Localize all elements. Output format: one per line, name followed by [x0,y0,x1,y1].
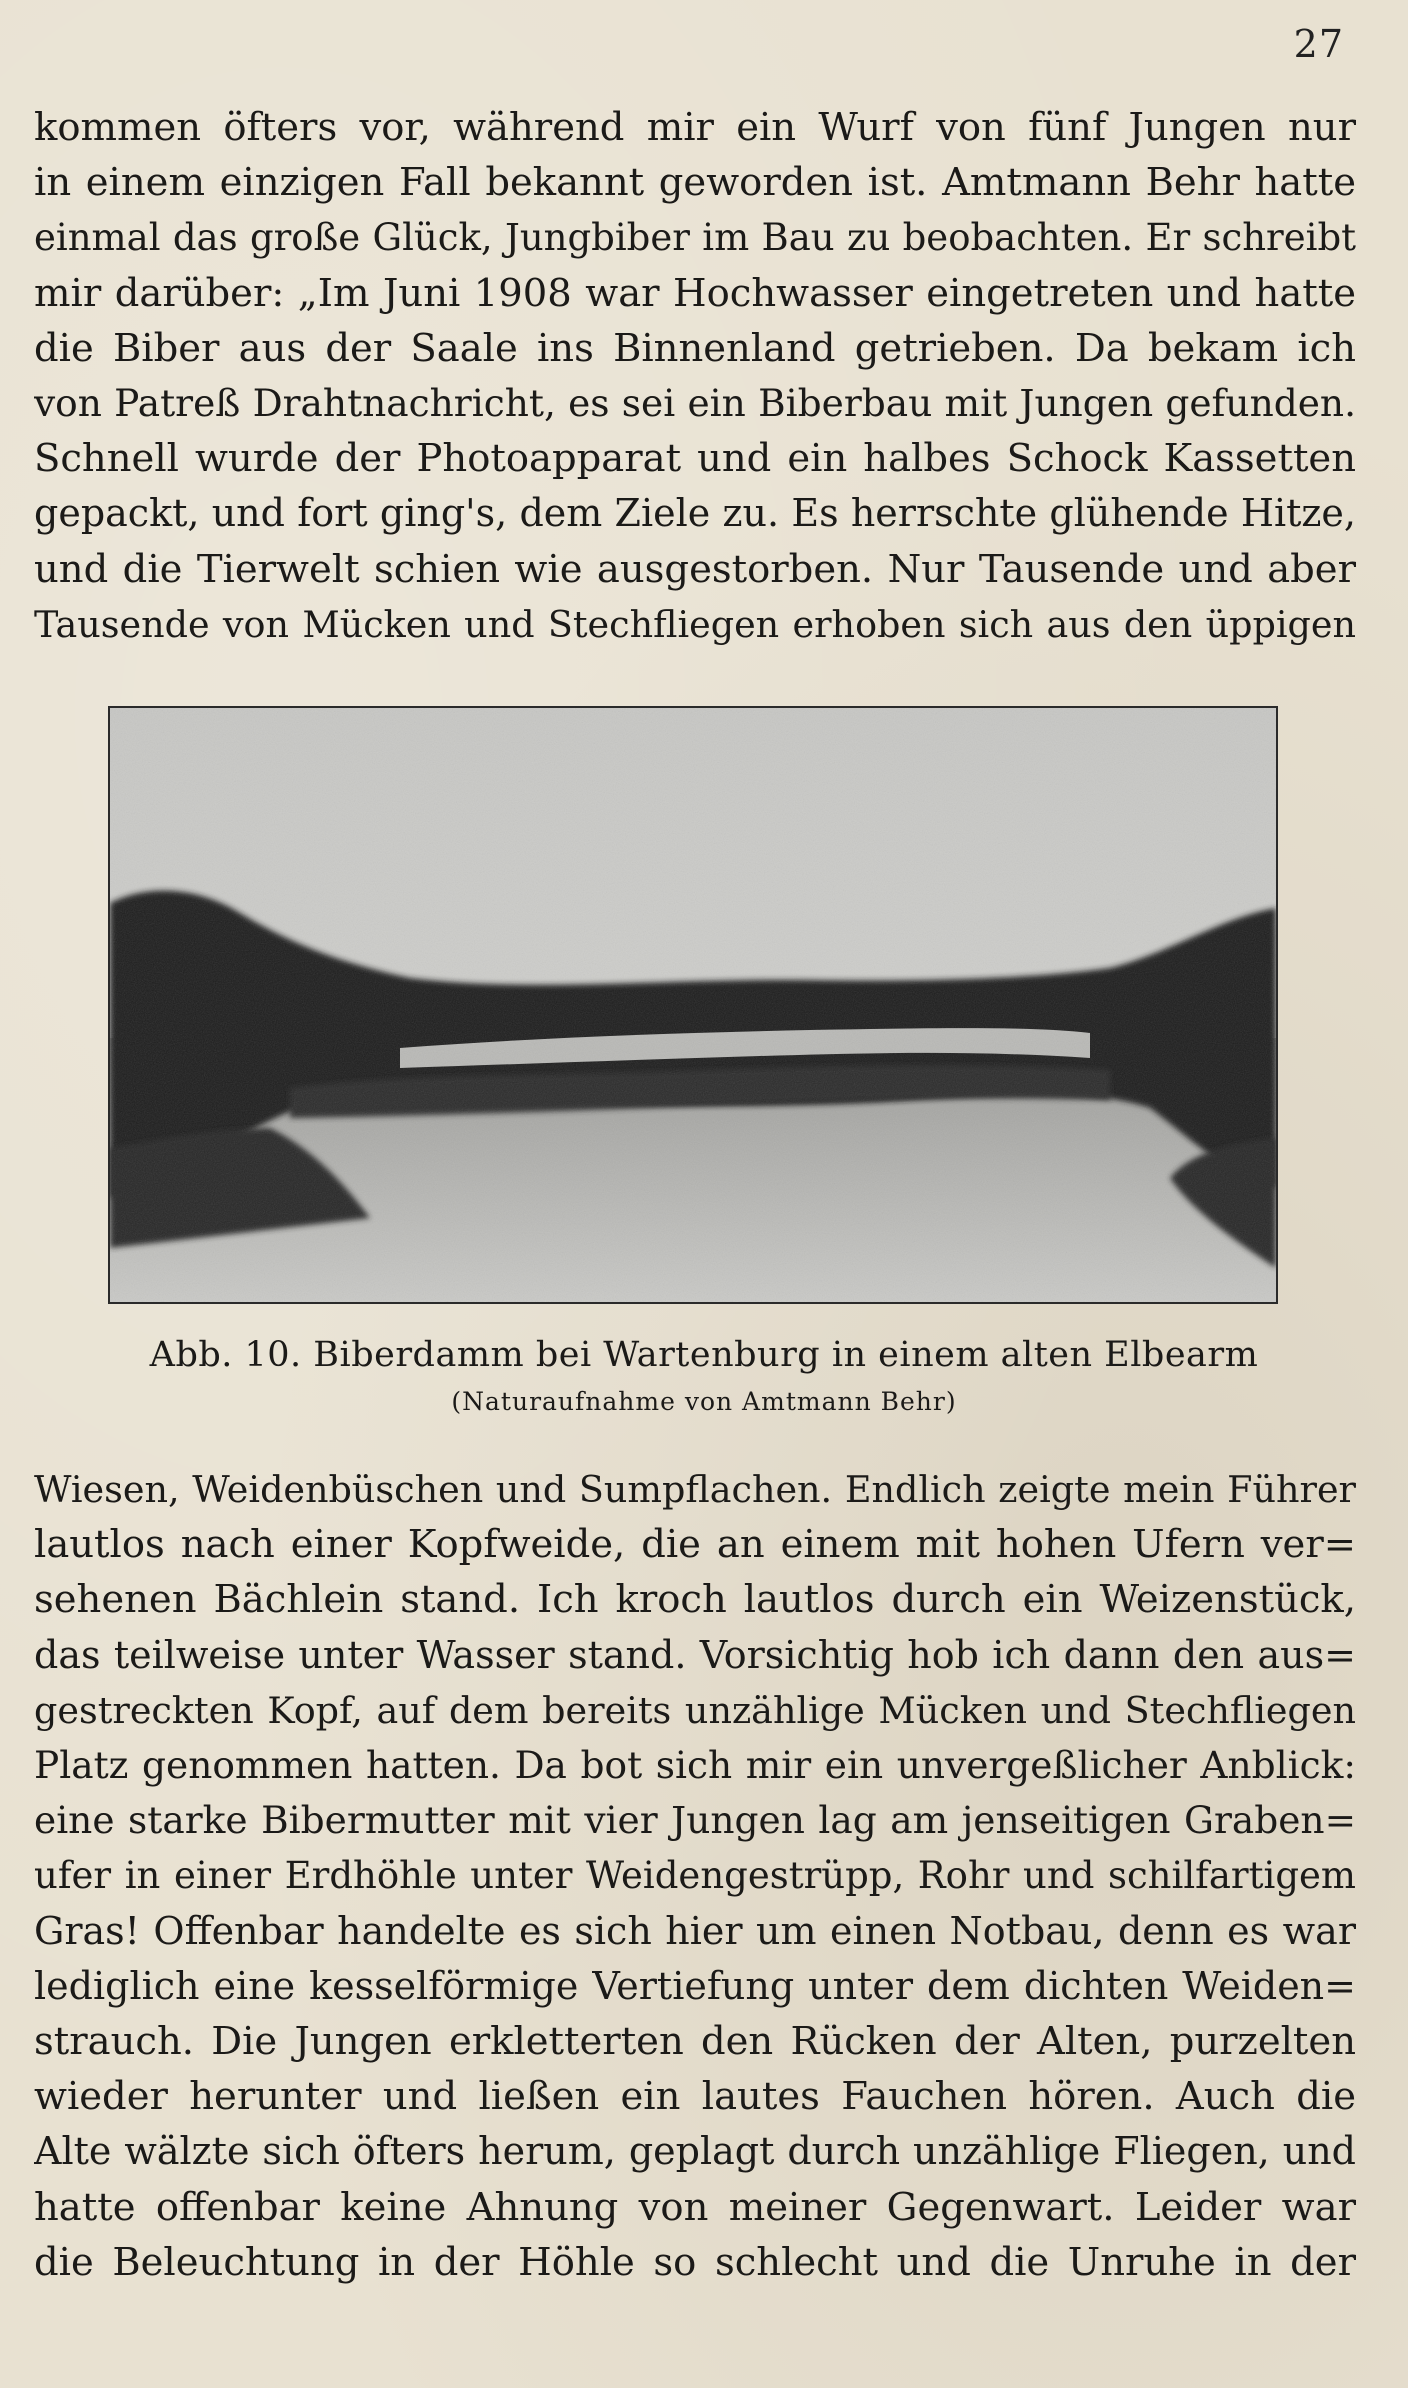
text-block-top [34,100,1356,652]
text-line: gestreckten Kopf, auf dem bereits unzählige Mücken und Stechfliegen [34,1688,1356,1732]
page-number: 27 [1293,22,1344,66]
text-line: Wiesen, Weidenbüschen und Sumpflachen. Endlich zeigte mein Führer [34,1468,1356,1511]
text-line: hatte offenbar keine Ahnung von meiner Gegenwart. Leider war [34,2184,1356,2230]
text-line: wieder herunter und ließen ein lautes Fauchen hören. Auch die [34,2074,1356,2120]
text-line: mir darüber: „Im Juni 1908 war Hochwasser eingetreten und hatte [34,270,1356,316]
text-line: das teilweise unter Wasser stand. Vorsichtig hob ich dann den aus= [34,1632,1356,1677]
text-line: lediglich eine kesselförmige Vertiefung unter dem dichten Weiden= [34,1963,1356,2008]
text-line: lautlos nach einer Kopfweide, die an einem mit hohen Ufern ver= [34,1522,1356,1568]
text-line: die Biber aus der Saale ins Binnenland getrieben. Da bekam ich [34,325,1356,371]
figure-caption: Abb. 10. Biberdamm bei Wartenburg in einem alten Elbearm [149,1335,1259,1375]
text-line: eine starke Bibermutter mit vier Jungen lag am jenseitigen Graben= [34,1798,1356,1843]
text-line: von Patreß Drahtnachricht, es sei ein Biberbau mit Jungen gefunden. [34,381,1356,426]
text-line: kommen öfters vor, während mir ein Wurf von fünf Jungen nur [34,105,1356,150]
text-line: ufer in einer Erdhöhle unter Weidengestrüpp, Rohr und schilfartigem [34,1854,1356,1898]
figure-credit: (Naturaufnahme von Amtmann Behr) [451,1387,957,1416]
text-line: die Beleuchtung in der Höhle so schlecht und die Unruhe in der [34,2239,1356,2285]
text-line: in einem einzigen Fall bekannt geworden ist. Amtmann Behr hatte [34,160,1356,206]
text-line: einmal das große Glück, Jungbiber im Bau zu beobachten. Er schreibt [34,216,1356,260]
text-line: strauch. Die Jungen erkletterten den Rücken der Alten, purzelten [34,2019,1356,2065]
photo-illustration [110,708,1276,1302]
text-line: sehenen Bächlein stand. Ich kroch lautlos durch ein Weizenstück, [34,1577,1356,1623]
text-line: Schnell wurde der Photoapparat und ein halbes Schock Kassetten [34,436,1356,482]
text-line: Platz genommen hatten. Da bot sich mir ein unvergeßlicher Anblick: [34,1743,1356,1788]
text-line: und die Tierwelt schien wie ausgestorben. Nur Tausende und aber [34,546,1356,592]
text-line: gepackt, und fort ging's, dem Ziele zu. Es herrschte glühende Hitze, [34,491,1356,536]
text-line: Alte wälzte sich öfters herum, geplagt durch unzählige Fliegen, und [34,2129,1356,2174]
figure-photo-beaver-dam [108,706,1278,1304]
text-line: Tausende von Mücken und Stechfliegen erhoben sich aus den üppigen [34,602,1356,646]
text-line: Gras! Offenbar handelte es sich hier um einen Notbau, denn es war [34,1908,1356,1953]
text-block-bottom [34,1462,1356,2290]
